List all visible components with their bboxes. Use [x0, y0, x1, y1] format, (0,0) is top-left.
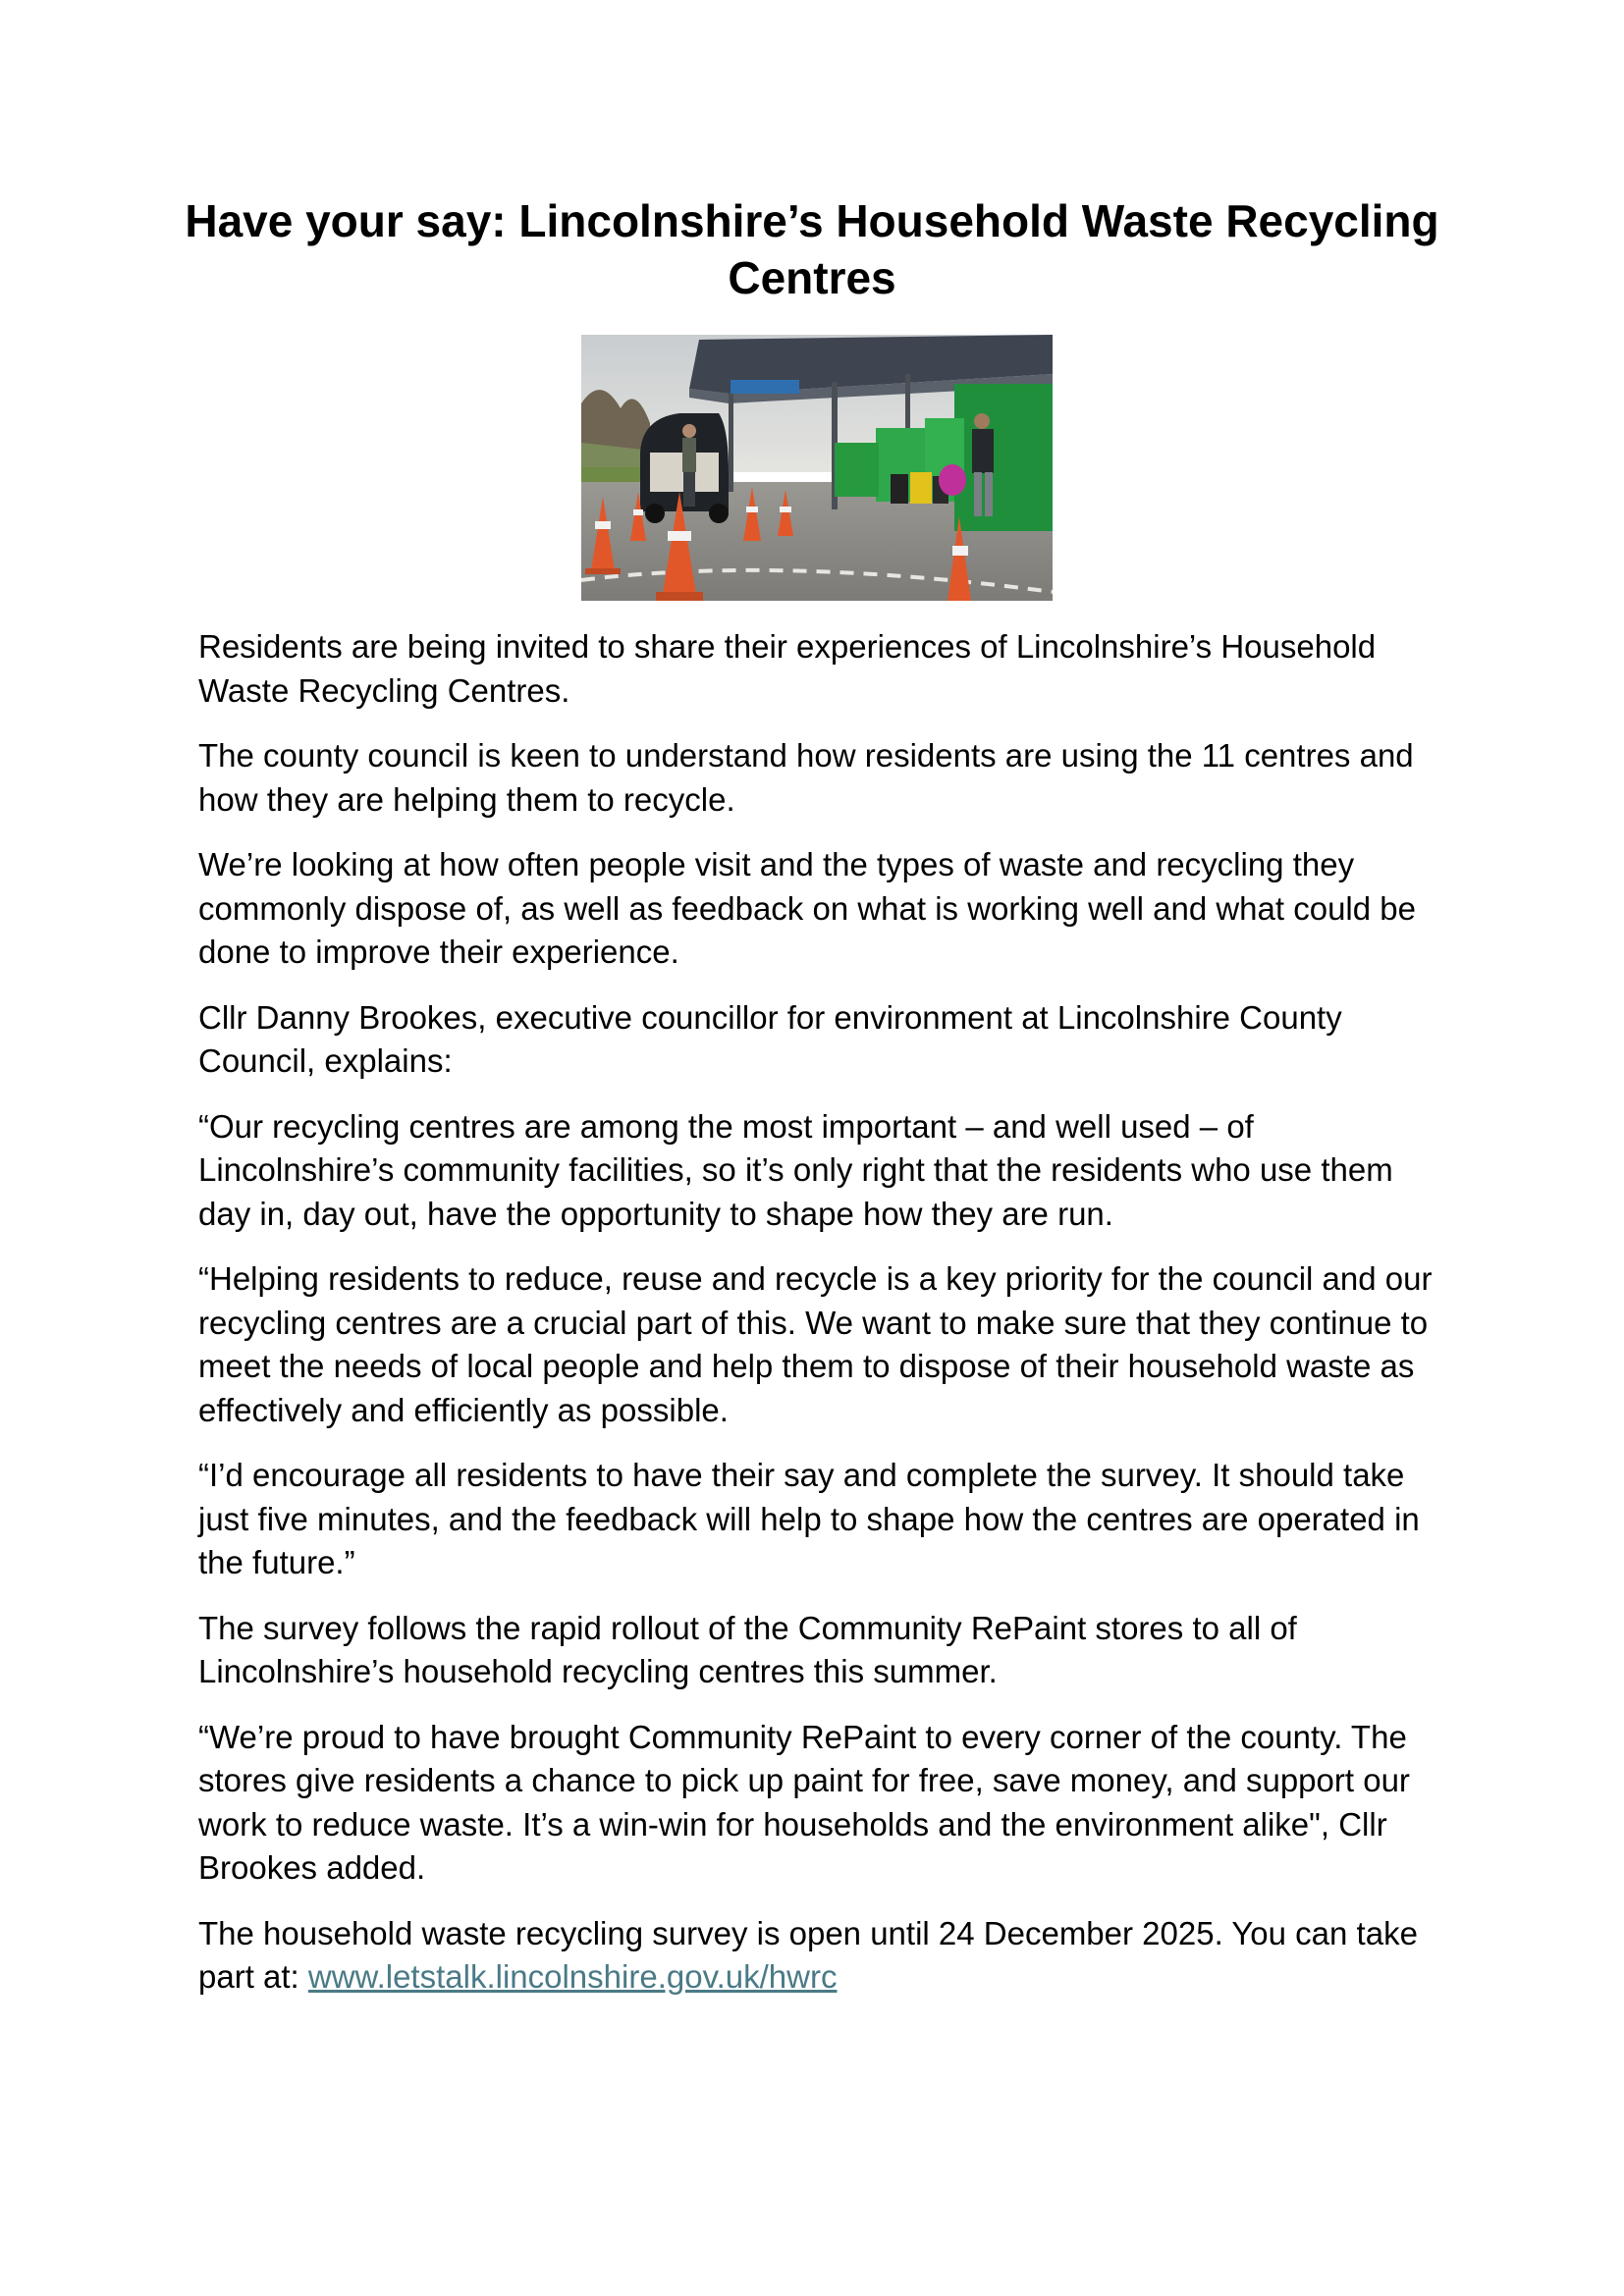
article-title: Have your say: Lincolnshire’s Household Waste Recycling Centres: [185, 195, 1439, 303]
article-body: [198, 625, 1445, 2021]
paragraph: Cllr Danny Brookes, executive councillor for environment at Lincolnshire County Council, explains:: [198, 998, 1342, 1079]
quote-paragraph: “Helping residents to reduce, reuse and recycle is a key priority for the council and our recycling centres are a crucial part of this. We want to make sure that they continue to meet the needs of local people and help them to dispose of their household waste as effectively and efficiently as possible.: [198, 1260, 1433, 1428]
recycling-centre-photo: [581, 335, 1053, 601]
survey-link[interactable]: www.letstalk.lincolnshire.gov.uk/hwrc: [307, 1958, 838, 1995]
quote-paragraph: “Our recycling centres are among the most important – and well used – of Lincolnshire’s community facilities, so it’s only right that the residents who use them day in, day out, have the opportunity to shape how they are run.: [198, 1107, 1393, 1232]
paragraph: We’re looking at how often people visit and the types of waste and recycling they commonly dispose of, as well as feedback on what is working well and what could be done to improve their experience.: [198, 846, 1416, 970]
paragraph: The county council is keen to understand how residents are using the 11 centres and how they are helping them to recycle.: [198, 737, 1414, 818]
paragraph: The survey follows the rapid rollout of the Community RePaint stores to all of Lincolnshire’s household recycling centres this summer.: [198, 1609, 1297, 1689]
closing-text: The household waste recycling survey is open until 24 December 2025. You can take part at:: [198, 1914, 1418, 1995]
paragraph: Residents are being invited to share their experiences of Lincolnshire’s Household Waste Recycling Centres.: [198, 628, 1377, 709]
quote-paragraph: “We’re proud to have brought Community RePaint to every corner of the county. The stores give residents a chance to pick up paint for free, save money, and support our work to reduce waste. It’s a win-win for households and the environment alike", Cllr Brookes added.: [198, 1718, 1410, 1886]
closing-paragraph: [198, 1912, 1445, 2000]
quote-paragraph: “I’d encourage all residents to have their say and complete the survey. It should take just five minutes, and the feedback will help to shape how the centres are operated in the future.”: [198, 1457, 1420, 1580]
